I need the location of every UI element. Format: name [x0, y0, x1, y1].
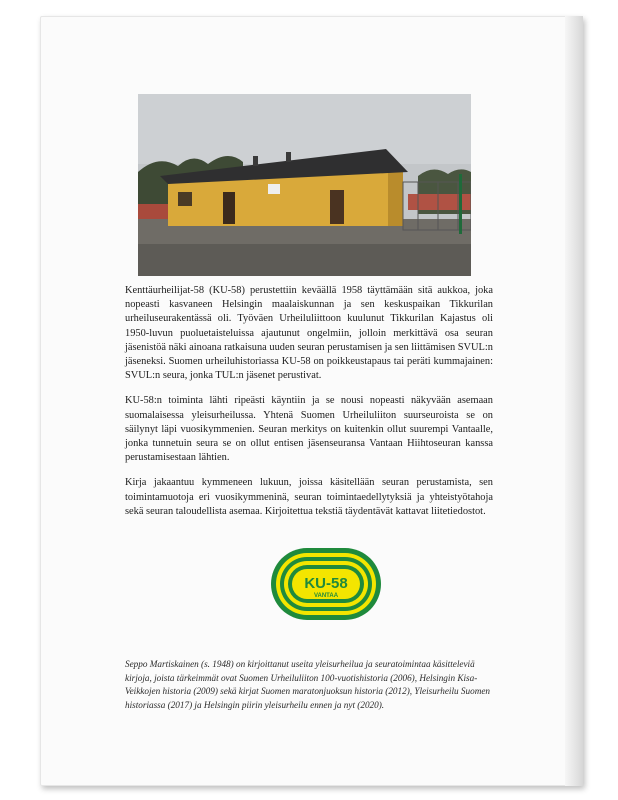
author-bio: Seppo Martiskainen (s. 1948) on kirjoittanut useita yleisurheilua ja seuratoimintaa käsitteleviä kirjoja, joista tärkeimmät ovat Suomen Urheiluliiton 100-vuotishistoria (2006), Helsingin Kisa-Veikkojen historia (2009) sekä kirjat Suomen maratonjuoksun historia (2012), Yleisurheilu Suomen historiassa (2017) ja Helsingin piirin yleisurheilu ennen ja nyt (2020). [125, 659, 490, 710]
ku58-logo-icon [270, 547, 382, 621]
logo-subtitle: VANTAA [313, 593, 339, 599]
paragraph-2: KU-58:n toiminta lähti ripeästi käyntiin ja se nousi nopeasti näkyvään asemaan suomalaisessa yleisurheilussa. Yhtenä Suomen Urheiluliiton suurseuroista se on säilynyt läpi vuosikymmenien. Seuran merkitys on kuitenkin ollut suurempi Vantaalle, jonka tunnetuin seura se on ollut entisen jäsenseuransa Vantaan Hiihtoseuran kanssa perustamisestaan lähtien. [125, 395, 493, 464]
ku58-logo [270, 547, 382, 621]
cover-text [125, 284, 493, 530]
logo-title: KU-58 [304, 575, 348, 592]
book-back-cover [40, 16, 583, 786]
clubhouse-photo [138, 94, 471, 276]
paragraph-1: Kenttäurheilijat-58 (KU-58) perustettiin keväällä 1958 täyttämään sitä aukkoa, joka nopeasti kasvaneen Helsingin maalaiskunnan ja sen keskuspaikan Tikkurilan urheiluseurakentässä oli. Työväen Urheiluliittoon kuulunut Tikkurilan Kajastus oli 1950-luvun puoluetaisteluissa ajautunut ongelmiin, jolloin merkittävä osa seuran jäsenistöä näki ainoana ratkaisuna uuden seuran perustamisen ja sen liittämisen SVUL:n jäseneksi. Suomen urheiluhistoriassa KU-58 on poikkeustapaus tai peräti kummajainen: SVUL:n seura, jonka TUL:n jäsenet perustivat. [125, 285, 493, 382]
paragraph-3: Kirja jakaantuu kymmeneen lukuun, joissa käsitellään seuran perustamista, sen toimintamuotoja eri vuosikymmeninä, seuran toimintaedellytyksiä ja yhteistyötahoja sekä seuran taloudellista asemaa. Kirjoitettua tekstiä täydentävät kattavat liitetiedostot. [125, 477, 493, 517]
book-spine-edge [565, 16, 583, 786]
clubhouse-illustration [138, 94, 471, 276]
